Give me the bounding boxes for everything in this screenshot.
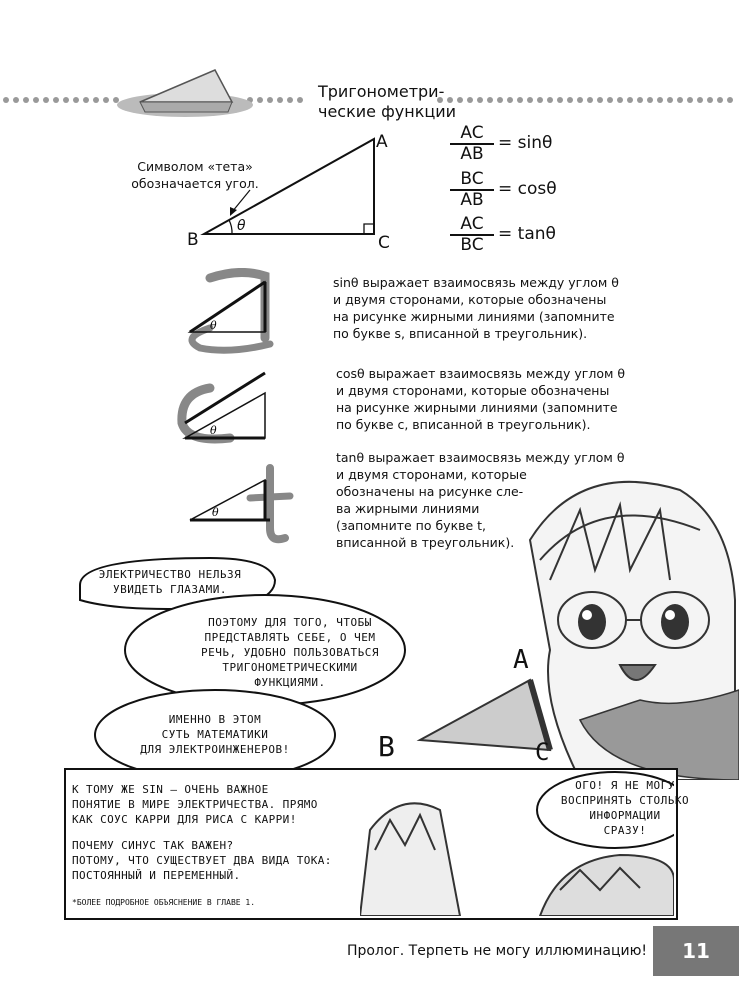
cake-slice-icon [117,70,253,117]
svg-text:θ: θ [212,506,219,519]
cos-desc-line: и двумя сторонами, которые обозначены [336,383,610,398]
theta-label: θ [237,218,246,234]
sin-triangle-icon [170,268,290,358]
cos-numerator: BC [450,170,494,191]
tan-denominator: BC [460,235,484,255]
cos-desc-line: по букве с, вписанной в треугольник). [336,417,591,432]
tan-triangle-icon [170,458,300,548]
sin-denominator: AB [460,144,484,164]
panel-line: ПОТОМУ, ЧТО СУЩЕСТВУЕТ ДВА ВИДА ТОКА: [72,854,332,867]
title-line-2: ческие функции [318,102,457,121]
panel-line: ПОСТОЯННЫЙ И ПЕРЕМЕННЫЙ. [72,869,241,882]
cos-triangle-icon [170,368,290,458]
bubble-line: УВИДЕТЬ ГЛАЗАМИ. [113,583,227,596]
footnote: *БОЛЕЕ ПОДРОБНОЕ ОБЪЯСНЕНИЕ В ГЛАВЕ 1. [72,898,256,907]
sin-numerator: AC [450,124,494,145]
bubble-line: ДЛЯ ЭЛЕКТРОИНЖЕНЕРОВ! [140,743,290,756]
bubble-line: ВОСПРИНЯТЬ СТОЛЬКО [560,794,690,807]
sin-description [333,274,633,342]
bubble-line: ПРЕДСТАВЛЯТЬ СЕБЕ, О ЧЕМ [204,631,376,644]
cos-denominator: AB [460,190,484,210]
cos-description [336,365,636,433]
vertex-a-label: A [376,132,388,152]
bubble-trig-functions [175,615,405,690]
bubble-line: ИМЕННО В ЭТОМ [168,713,262,726]
bubble-math-essence [115,712,315,757]
bubble-line: СУТЬ МАТЕМАТИКИ [161,728,269,741]
bubble-line: СРАЗУ! [603,824,647,837]
tan-numerator: AC [450,215,494,236]
tan-desc-line: ва жирными линиями [336,501,480,516]
panel-line: К ТОМУ ЖЕ SIN – ОЧЕНЬ ВАЖНОЕ [72,783,269,796]
bubble-line: ФУНКЦИЯМИ. [254,676,326,689]
theta-note-line-2: обозначается угол. [131,176,259,191]
panel-text-why [72,838,372,883]
cos-result: = cosθ [498,179,557,199]
sin-desc-line: на рисунке жирными линиями (запомните [333,309,615,324]
bubble-line: РЕЧЬ, УДОБНО ПОЛЬЗОВАТЬСЯ [200,646,380,659]
bubble-overwhelmed [550,778,700,838]
sin-formula [450,123,553,164]
bubble-line: ПОЭТОМУ ДЛЯ ТОГО, ЧТОБЫ [208,616,372,629]
bubble-line: ЭЛЕКТРИЧЕСТВО НЕЛЬЗЯ [98,568,242,581]
manga-label-c: C [535,738,550,766]
sin-result: = sinθ [498,133,553,153]
manga-label-b: B [378,730,395,763]
bubble-electricity [80,567,260,597]
manga-label-a: A [513,645,529,675]
sin-desc-line: и двумя сторонами, которые обозначены [333,292,607,307]
chapter-footer: Пролог. Терпеть не могу иллюминацию! [346,943,647,959]
cos-desc-line: на рисунке жирными линиями (запомните [336,400,618,415]
tan-result: = tanθ [498,224,556,244]
tan-desc-line: вписанной в треугольник). [336,535,515,550]
theta-note-line-1: Символом «тета» [137,159,253,174]
panel-line: ПОНЯТИЕ В МИРЕ ЭЛЕКТРИЧЕСТВА. ПРЯМО [72,798,318,811]
bubble-line: ТРИГОНОМЕТРИЧЕСКИМИ [222,661,358,674]
title-line-1: Тригонометри- [318,82,445,101]
tan-desc-line: обозначены на рисунке сле- [336,484,524,499]
vertex-c-label: C [378,233,390,253]
panel-line: ПОЧЕМУ СИНУС ТАК ВАЖЕН? [72,839,234,852]
svg-text:θ: θ [210,424,217,437]
bubble-line: ИНФОРМАЦИИ [589,809,661,822]
tan-desc-line: tanθ выражает взаимосвязь между углом θ [336,450,625,465]
theta-note [130,158,260,192]
tan-desc-line: и двумя сторонами, которые [336,467,527,482]
panel-line: КАК СОУС КАРРИ ДЛЯ РИСА С КАРРИ! [72,813,297,826]
tan-desc-line: (запомните по букве t, [336,518,487,533]
sin-desc-line: по букве s, вписанной в треугольник). [333,326,588,341]
vertex-b-label: B [187,230,199,250]
cos-desc-line: cosθ выражает взаимосвязь между углом θ [336,366,626,381]
page-number: 11 [653,926,739,976]
svg-text:θ: θ [210,319,217,332]
sin-desc-line: sinθ выражает взаимосвязь между углом θ [333,275,619,290]
tan-formula [450,214,556,255]
cos-formula [450,169,557,210]
section-title [318,82,456,122]
bubble-line: ОГО! Я НЕ МОГУ [575,779,675,792]
panel-text-sin [72,782,372,827]
